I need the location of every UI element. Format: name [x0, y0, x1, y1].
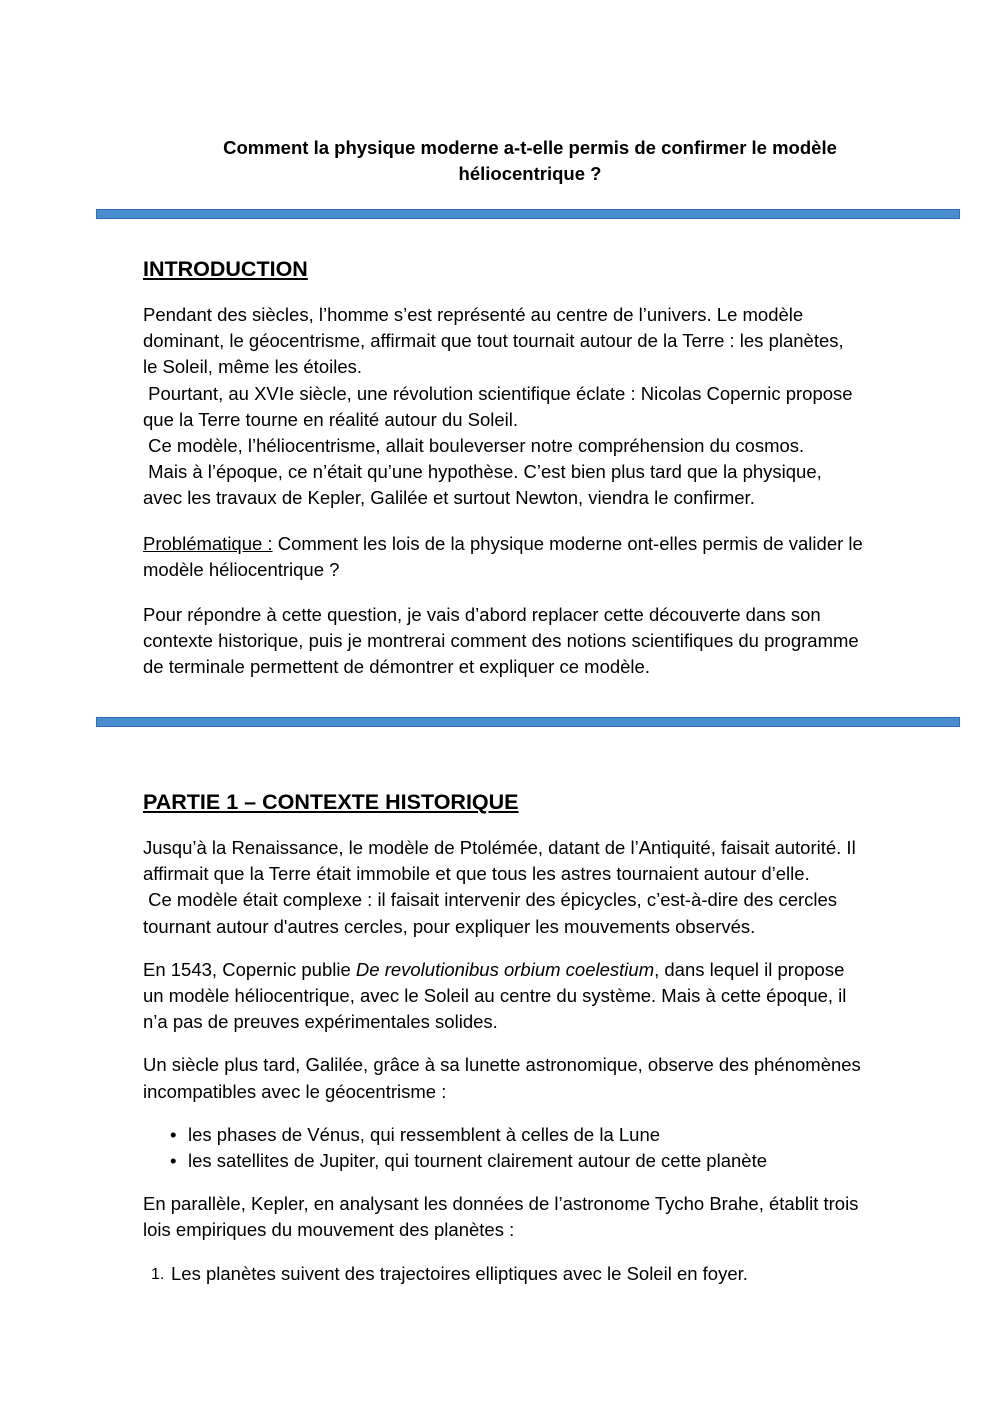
list-item — [151, 1261, 933, 1287]
introduction-paragraph-3: Pour répondre à cette question, je vais d’abord replacer cette découverte dans son contexte historique, puis je montrerai comment des notions scientifiques du programme de terminale permettent de démontrer et expliquer ce modèle. — [143, 604, 859, 678]
partie1-section — [143, 788, 933, 1287]
partie1-paragraph-2: En 1543, Copernic publie De revolutionibus orbium coelestium, dans lequel il propose un modèle héliocentrique, avec le Soleil au centre du système. Mais à cette époque, il n’a pas de preuves expérimentales solides. — [143, 958, 847, 1033]
section-divider-middle — [96, 717, 960, 727]
title-line-2: héliocentrique ? — [458, 163, 602, 184]
kepler-laws-list — [143, 1261, 933, 1287]
introduction-section — [143, 255, 933, 681]
problematique-paragraph: Problématique : Comment les lois de la physique moderne ont-elles permis de valider le modèle héliocentrique ? — [143, 532, 863, 580]
document-title — [190, 135, 870, 187]
list-item: • les phases de Vénus, qui ressemblent à celles de la Lune — [170, 1122, 933, 1148]
introduction-heading: INTRODUCTION — [143, 257, 308, 281]
introduction-paragraph-1: Pendant des siècles, l’homme s’est représenté au centre de l’univers. Le modèle dominant, le géocentrisme, affirmait que tout tournait autour de la Terre : les planètes, le Soleil, même les étoiles. Pourtant, au XVIe siècle, une révolution scientifique éclate : Nicolas Copernic propose que la Terre tourne en réalité autour du Soleil. Ce modèle, l’héliocentrisme, allait bouleverser notre compréhension du cosmos. Mais à l’époque, ce n’était qu’une hypothèse. C’est bien plus tard que la physique, avec les travaux de Kepler, Galilée et surtout Newton, viendra le confirmer. — [143, 304, 853, 509]
partie1-paragraph-3: Un siècle plus tard, Galilée, grâce à sa lunette astronomique, observe des phénomènes incompatibles avec le géocentrisme : — [143, 1054, 861, 1102]
problematique-label: Problématique : — [143, 532, 273, 554]
galilee-observations-list — [143, 1122, 933, 1174]
list-item-text: Les planètes suivent des trajectoires elliptiques avec le Soleil en foyer. — [171, 1262, 748, 1284]
section-divider-top — [96, 209, 960, 219]
list-item: • les satellites de Jupiter, qui tournent clairement autour de cette planète — [170, 1148, 933, 1174]
partie1-paragraph-1: Jusqu’à la Renaissance, le modèle de Ptolémée, datant de l’Antiquité, faisait autorité. Il affirmait que la Terre était immobile et que tous les astres tournaient autour d’elle. Ce modèle était complexe : il faisait intervenir des épicycles, c’est-à-dire des cercles tournant autour d'autres cercles, pour expliquer les mouvements observés. — [143, 837, 856, 937]
title-line-1: Comment la physique moderne a-t-elle permis de confirmer le modèle — [223, 137, 837, 158]
list-item-number: 1. — [151, 1265, 165, 1283]
book-title: De revolutionibus orbium coelestium — [355, 958, 655, 980]
partie1-paragraph-4: En parallèle, Kepler, en analysant les données de l’astronome Tycho Brahe, établit trois lois empiriques du mouvement des planètes : — [143, 1193, 859, 1241]
partie1-heading: PARTIE 1 – CONTEXTE HISTORIQUE — [143, 790, 519, 814]
